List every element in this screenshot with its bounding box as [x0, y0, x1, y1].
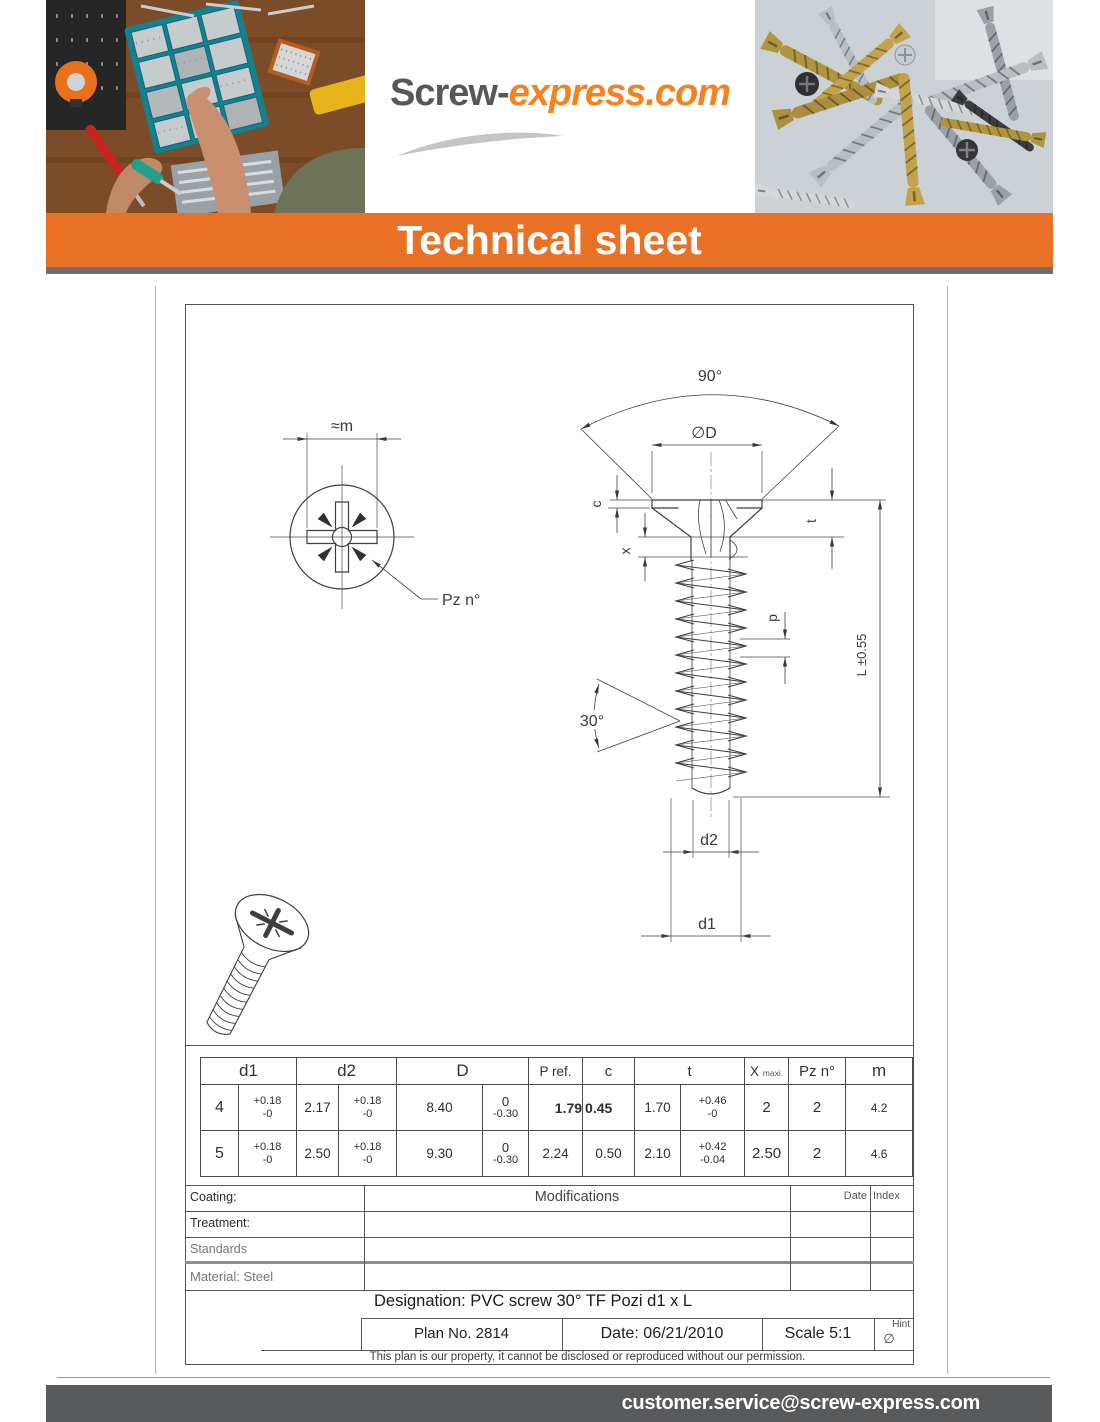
dim-label-t: t: [803, 519, 819, 523]
plan-date: Date: 06/21/2010: [600, 1325, 724, 1342]
index-column-header: Index: [873, 1190, 900, 1202]
table-row: [201, 1085, 913, 1131]
treatment-label: Treatment:: [190, 1216, 250, 1230]
cell-D: 9.30: [397, 1131, 483, 1177]
hint-diameter-symbol: ∅: [883, 1331, 895, 1346]
cell-D-tol: 0 -0.30: [483, 1131, 529, 1177]
cell-t-tol: +0.42 -0.04: [681, 1131, 745, 1177]
cell-xmaxi: 2: [745, 1085, 789, 1131]
cell-pref: 1.79: [529, 1085, 583, 1131]
left-page-rule: [155, 286, 156, 1374]
cell-d2: 2.50: [297, 1131, 339, 1177]
right-page-rule: [947, 286, 948, 1374]
plan-scale: Scale 5:1: [784, 1325, 852, 1342]
logo-zone: [365, 0, 755, 213]
dimension-table: [200, 1057, 913, 1177]
banner-title: Technical sheet: [46, 213, 1053, 267]
cell-d1-tol: +0.18 -0: [239, 1085, 297, 1131]
footer-email: customer.service@screw-express.com: [621, 1392, 980, 1414]
cell-c: 0.50: [583, 1131, 635, 1177]
cell-D: 8.40: [397, 1085, 483, 1131]
cell-d2-tol: +0.18 -0: [339, 1085, 397, 1131]
dim-label-c: c: [588, 500, 604, 508]
cell-t-tol: +0.46 -0: [681, 1085, 745, 1131]
dim-label-m: ≈m: [330, 418, 354, 435]
cell-pz: 2: [789, 1085, 846, 1131]
col-header-m: m: [846, 1058, 913, 1085]
screw-side-view: [572, 364, 890, 942]
cell-c: 0.45: [583, 1085, 635, 1131]
col-header-pref: P ref.: [529, 1058, 583, 1085]
title-block: [185, 1185, 914, 1365]
screw-pile-illustration: [755, 0, 1053, 213]
footer-email-bar: [46, 1385, 1052, 1422]
table-row: [201, 1131, 913, 1177]
cell-t: 2.10: [635, 1131, 681, 1177]
col-header-xmaxi: X maxi.: [745, 1058, 789, 1085]
hint-label: Hint: [892, 1319, 910, 1330]
dimension-table-header-row: [201, 1058, 913, 1085]
dim-label-90: 90°: [697, 368, 723, 385]
material-label: Material: Steel: [190, 1269, 274, 1284]
frame-divider-line: [185, 1045, 914, 1046]
designation-text: Designation: PVC screw 30° TF Pozi d1 x L: [374, 1292, 693, 1310]
brand-logo: [365, 72, 755, 115]
col-header-pz: Pz n°: [789, 1058, 846, 1085]
plan-number: Plan No. 2814: [413, 1325, 510, 1342]
prefooter-hairline: [57, 1377, 1050, 1378]
col-header-d1: d1: [201, 1058, 297, 1085]
dim-label-d2: d2: [700, 832, 718, 849]
technical-drawing: [185, 304, 914, 1045]
logo-swoosh: [393, 128, 568, 160]
modifications-header: Modifications: [534, 1189, 620, 1205]
banner-shadow-bar: [46, 267, 1053, 274]
cell-size: 5: [201, 1131, 239, 1177]
workbench-illustration: [46, 0, 365, 213]
header-photo-workbench: [46, 0, 365, 213]
col-header-c: c: [583, 1058, 635, 1085]
screw-isometric-view: [185, 883, 318, 1045]
dim-label-L: L ±0.55: [854, 633, 869, 677]
cell-D-tol: 0 -0.30: [483, 1085, 529, 1131]
dim-label-p: p: [764, 614, 780, 622]
col-header-d2: d2: [297, 1058, 397, 1085]
cell-d1-tol: +0.18 -0: [239, 1131, 297, 1177]
cell-d2: 2.17: [297, 1085, 339, 1131]
property-notice: This plan is our property, it cannot be disclosed or reproduced without our permission.: [369, 1351, 806, 1363]
cell-d2-tol: +0.18 -0: [339, 1131, 397, 1177]
cell-size: 4: [201, 1085, 239, 1131]
coating-label: Coating:: [190, 1190, 237, 1204]
col-header-D: D: [397, 1058, 529, 1085]
cell-pref: 2.24: [529, 1131, 583, 1177]
standards-label: Standards: [190, 1242, 247, 1256]
dim-label-x: x: [617, 547, 633, 555]
cell-xmaxi: 2.50: [745, 1131, 789, 1177]
dim-label-d1: d1: [698, 916, 716, 933]
cell-pz: 2: [789, 1131, 846, 1177]
dim-label-30: 30°: [579, 713, 605, 730]
thick-divider: [185, 1261, 914, 1264]
date-column-header: Date: [843, 1190, 867, 1202]
col-header-t: t: [635, 1058, 745, 1085]
pozi-head-top-view: [270, 418, 480, 609]
logo-text-express: express.com: [508, 72, 730, 114]
cell-t: 1.70: [635, 1085, 681, 1131]
cell-m: 4.2: [846, 1085, 913, 1131]
header-photo-screws: [755, 0, 1053, 213]
dim-label-D: ∅D: [691, 425, 717, 442]
dim-label-pz: Pz n°: [442, 592, 481, 609]
logo-text-screw: Screw-: [390, 72, 509, 114]
cell-m: 4.6: [846, 1131, 913, 1177]
